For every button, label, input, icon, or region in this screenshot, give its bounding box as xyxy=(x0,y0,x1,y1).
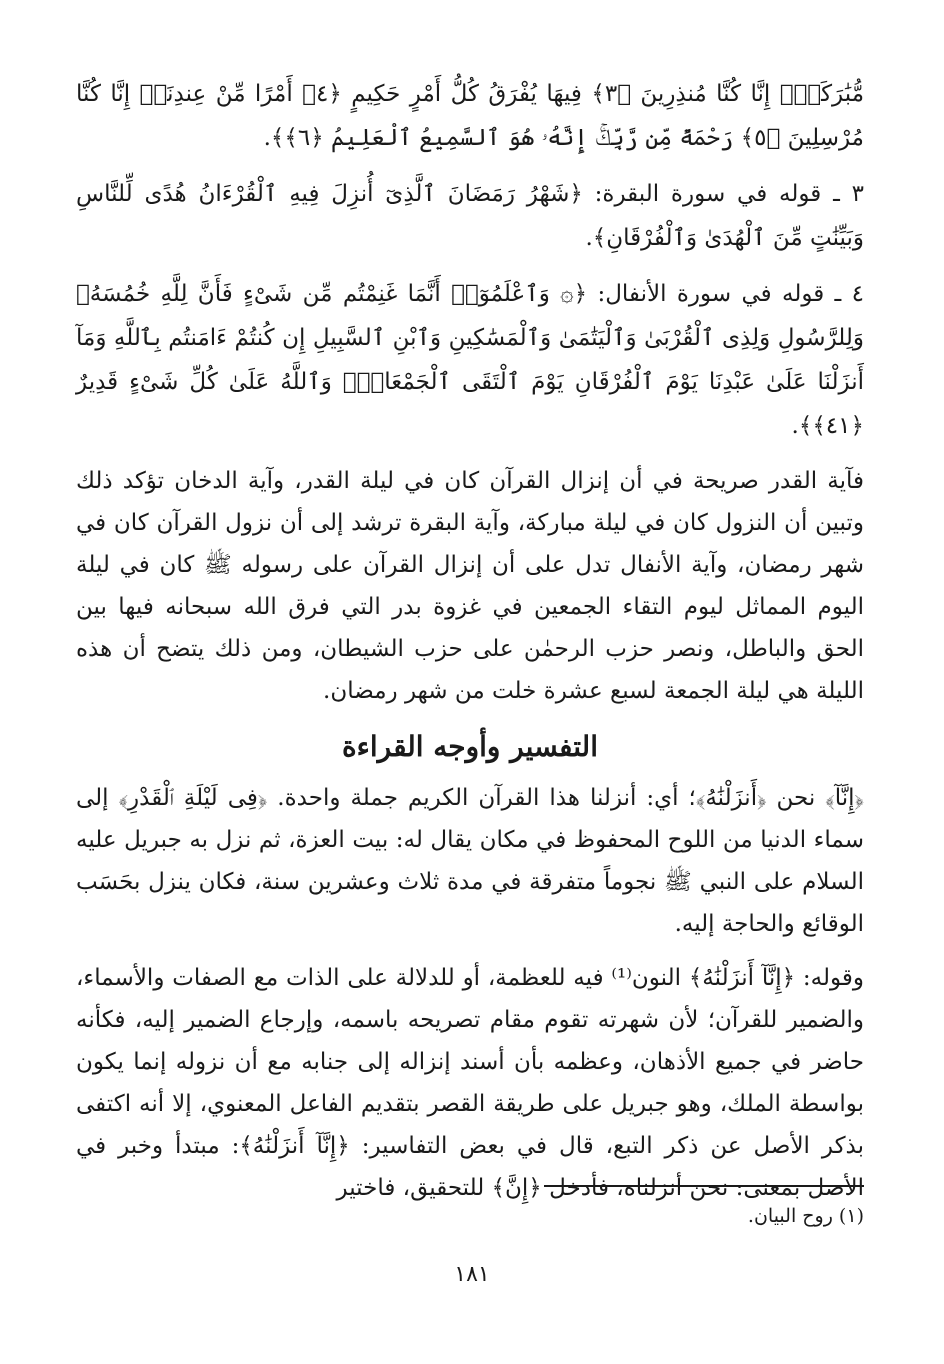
footnotes xyxy=(76,1185,864,1231)
verse-continuation-paragraph: مُّبَٰرَكَةٍۚ إِنَّا كُنَّا مُنذِرِينَ ﴿٣﴾ فِيهَا يُفْرَقُ كُلُّ أَمْرٍ حَكِيمٍ ﴿٤﴾ أَمْرًا مِّنْ عِندِنَآۚ إِنَّا كُنَّا مُرْسِلِينَ ﴿٥﴾ رَحْمَةً مِّن رَّبِّكَۚ إِنَّهُۥ هُوَ ٱلسَّمِيعُ ٱلْعَلِيمُ ﴿٦﴾﴾. xyxy=(76,81,865,151)
tafsir-paragraph-1: ﴿إِنَّآ﴾ نحن ﴿أَنزَلْنَٰهُ﴾؛ أي: أنزلنا هذا القرآن الكريم جملة واحدة. ﴿فِى لَيْلَةِ ٱلْقَدْرِ﴾ إلى سماء الدنيا من اللوح المحفوظ في مكان يقال له: بيت العزة، ثم نزل به جبريل عليه السلام على النبي ﷺ نجوماً متفرقة في مدة ثلاث وعشرين سنة، فكان ينزل بحَسَب الوقائع والحاجة إليه. xyxy=(76,785,864,937)
page-number: ١٨١ xyxy=(454,1262,490,1287)
surah-baqarah-citation: ٣ ـ قوله في سورة البقرة: ﴿شَهْرُ رَمَضَانَ ٱلَّذِىٓ أُنزِلَ فِيهِ ٱلْقُرْءَانُ هُدًى لِّلنَّاسِ وَبَيِّنَٰتٍ مِّنَ ٱلْهُدَىٰ وَٱلْفُرْقَانِ﴾. xyxy=(76,181,864,251)
footnote-divider xyxy=(544,1185,864,1187)
main-text xyxy=(76,72,864,1221)
section-heading: التفسير وأوجه القراءة xyxy=(342,730,598,763)
footnote-1: (١) روح البيان. xyxy=(747,1205,864,1227)
surah-anfal-citation: ٤ ـ قوله في سورة الأنفال: ﴿۞ وَٱعْلَمُوٓا۟ أَنَّمَا غَنِمْتُم مِّن شَىْءٍ فَأَنَّ لِلَّهِ خُمُسَهُۥ وَلِلرَّسُولِ وَلِذِى ٱلْقُرْبَىٰ وَٱلْيَتَٰمَىٰ وَٱلْمَسَٰكِينِ وَٱبْنِ ٱلسَّبِيلِ إِن كُنتُمْ ءَامَنتُم بِٱللَّهِ وَمَآ أَنزَلْنَا عَلَىٰ عَبْدِنَا يَوْمَ ٱلْفُرْقَانِ يَوْمَ ٱلْتَقَى ٱلْجَمْعَانِۗ وَٱللَّهُ عَلَىٰ كُلِّ شَىْءٍ قَدِيرٌ ﴿٤١﴾﴾. xyxy=(76,281,864,439)
explanation-paragraph: فآية القدر صريحة في أن إنزال القرآن كان في ليلة القدر، وآية الدخان تؤكد ذلك وتبين أن النزول كان في ليلة مباركة، وآية البقرة ترشد إلى أن نزول القرآن كان في شهر رمضان، وآية الأنفال تدل على أن إنزال القرآن على رسوله ﷺ كان في ليلة اليوم المماثل ليوم التقاء الجمعين في غزوة بدر التي فرق الله سبحانه فيها بين الحق والباطل، ونصر حزب الرحمٰن على حزب الشيطان، ومن ذلك يتضح أن هذه الليلة هي ليلة الجمعة لسبع عشرة خلت من شهر رمضان. xyxy=(76,468,864,704)
tafsir-paragraph-2: وقوله: ﴿إِنَّآ أَنزَلْنَٰهُ﴾ النون⁽¹⁾ فيه للعظمة، أو للدلالة على الذات مع الصفات والأسماء، والضمير للقرآن؛ لأن شهرته تقوم مقام تصريحه باسمه، وإرجاع الضمير إليه، فكأنه حاضر في جميع الأذهان، وعظمه بأن أسند إنزاله إلى جنابه مع أن نزوله إنما يكون بواسطة الملك، وهو جبريل على طريقة القصر بتقديم الفاعل المعنوي، إلا أنه اكتفى بذكر الأصل عن ذكر التبع، قال في بعض التفاسير: ﴿إِنَّآ أَنزَلْنَٰهُ﴾: مبتدأ وخبر في الأصل بمعنى: نحن أنزلناه، فأدخل ﴿إِنَّ﴾ للتحقيق، فاختير xyxy=(76,965,865,1201)
